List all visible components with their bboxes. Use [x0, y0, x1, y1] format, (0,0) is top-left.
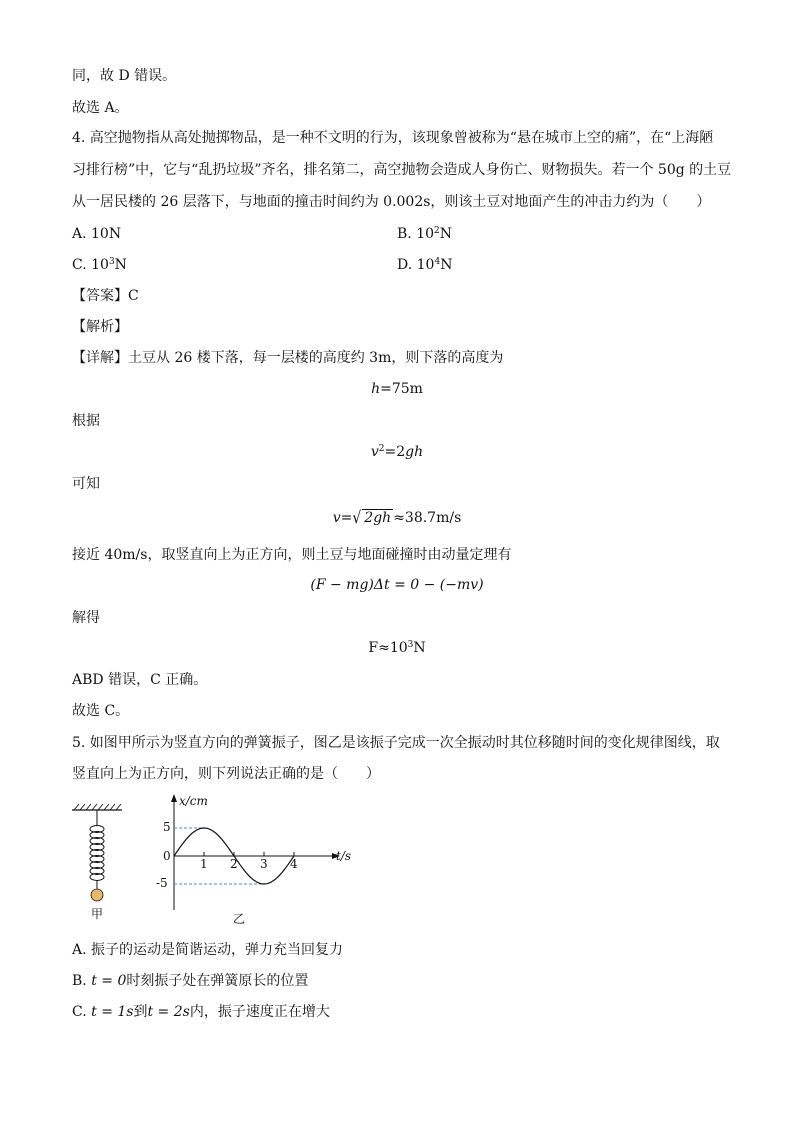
origin-label: 0	[163, 849, 171, 863]
displacement-graph	[156, 794, 351, 926]
figure-spring-oscillator	[60, 785, 380, 930]
x-tick-layer	[200, 852, 298, 871]
detail-line: 【详解】土豆从 26 楼下落，每一层楼的高度约 3m，则下落的高度为	[72, 350, 504, 366]
answer-line	[72, 286, 139, 306]
equation-v-squared: $v^2=2gh$	[370, 444, 424, 460]
spring-apparatus	[72, 804, 122, 921]
y-axis-arrow-icon	[171, 794, 177, 802]
q4-option-b: B. $10^2N$	[397, 226, 452, 242]
text-line-choose-a: 故选 A。	[72, 100, 129, 116]
equation-height: h=75m	[371, 381, 423, 397]
x-tick-label: 1	[200, 857, 208, 871]
oscillator-bob	[91, 889, 103, 901]
equation-velocity: v=√ 2gh ≈38.7m/s	[332, 508, 462, 528]
equation-force: $F\approx 10^3N$	[368, 640, 426, 656]
q4-option-a: A. 10N	[72, 226, 122, 242]
q5-option-b: B. t = 0时刻振子处在弹簧原长的位置	[72, 973, 309, 989]
x-axis-label: t/s	[336, 849, 352, 863]
label-yi: 乙	[233, 912, 246, 926]
q4-option-c: C. $10^3N$	[72, 257, 127, 273]
y-axis-label: x/cm	[179, 794, 208, 808]
y-tick-positive: 5	[163, 820, 171, 834]
answer-label: 【答案】	[72, 288, 128, 304]
y-tick-negative: -5	[156, 876, 168, 890]
q5-option-a: A. 振子的运动是简谐运动，弹力充当回复力	[72, 942, 344, 958]
q4-option-d: D. $10^4N$	[397, 257, 453, 273]
q5-option-c: C. t = 1s到t = 2s内，振子速度正在增大	[72, 1004, 330, 1020]
detail-label: 【详解】	[72, 350, 128, 366]
question-4-line-3: 从一居民楼的 26 层落下，与地面的撞击时间约为 0.002s，则该土豆对地面产生的冲击力约为（ ）	[72, 194, 711, 210]
text-approach: 接近 40m/s，取竖直向上为正方向，则土豆与地面碰撞时由动量定理有	[72, 547, 512, 563]
text-line-d-wrong: 同，故 D 错误。	[72, 68, 177, 84]
x-tick-label: 2	[230, 857, 238, 871]
x-tick-label: 4	[290, 857, 298, 871]
question-4-line-1: 4. 高空抛物指从高处抛掷物品，是一种不文明的行为，该现象曾被称为“悬在城市上空的痛”，在“上海陋	[72, 130, 714, 146]
label-jia: 甲	[91, 907, 104, 921]
text-according: 根据	[72, 413, 100, 429]
answer-value: C	[128, 288, 139, 304]
question-5-line-1: 5. 如图甲所示为竖直方向的弹簧振子，图乙是该振子完成一次全振动时其位移随时间的变化规律图线，取	[72, 735, 720, 751]
x-tick-label: 3	[260, 857, 268, 871]
question-4-line-2: 习排行榜”中，它与“乱扔垃圾”齐名，排名第二，高空抛物会造成人身伤亡、财物损失。若一个 50g 的土豆	[72, 162, 732, 178]
equation-momentum: (F − mg)Δt = 0 − (−mv)	[310, 577, 484, 593]
text-choose-c: 故选 C。	[72, 703, 130, 719]
text-known: 可知	[72, 476, 100, 492]
analysis-label: 【解析】	[72, 319, 128, 335]
text-solve: 解得	[72, 610, 100, 626]
question-5-line-2: 竖直向上为正方向，则下列说法正确的是（ ）	[72, 766, 380, 782]
text-abd-wrong: ABD 错误，C 正确。	[72, 672, 208, 688]
